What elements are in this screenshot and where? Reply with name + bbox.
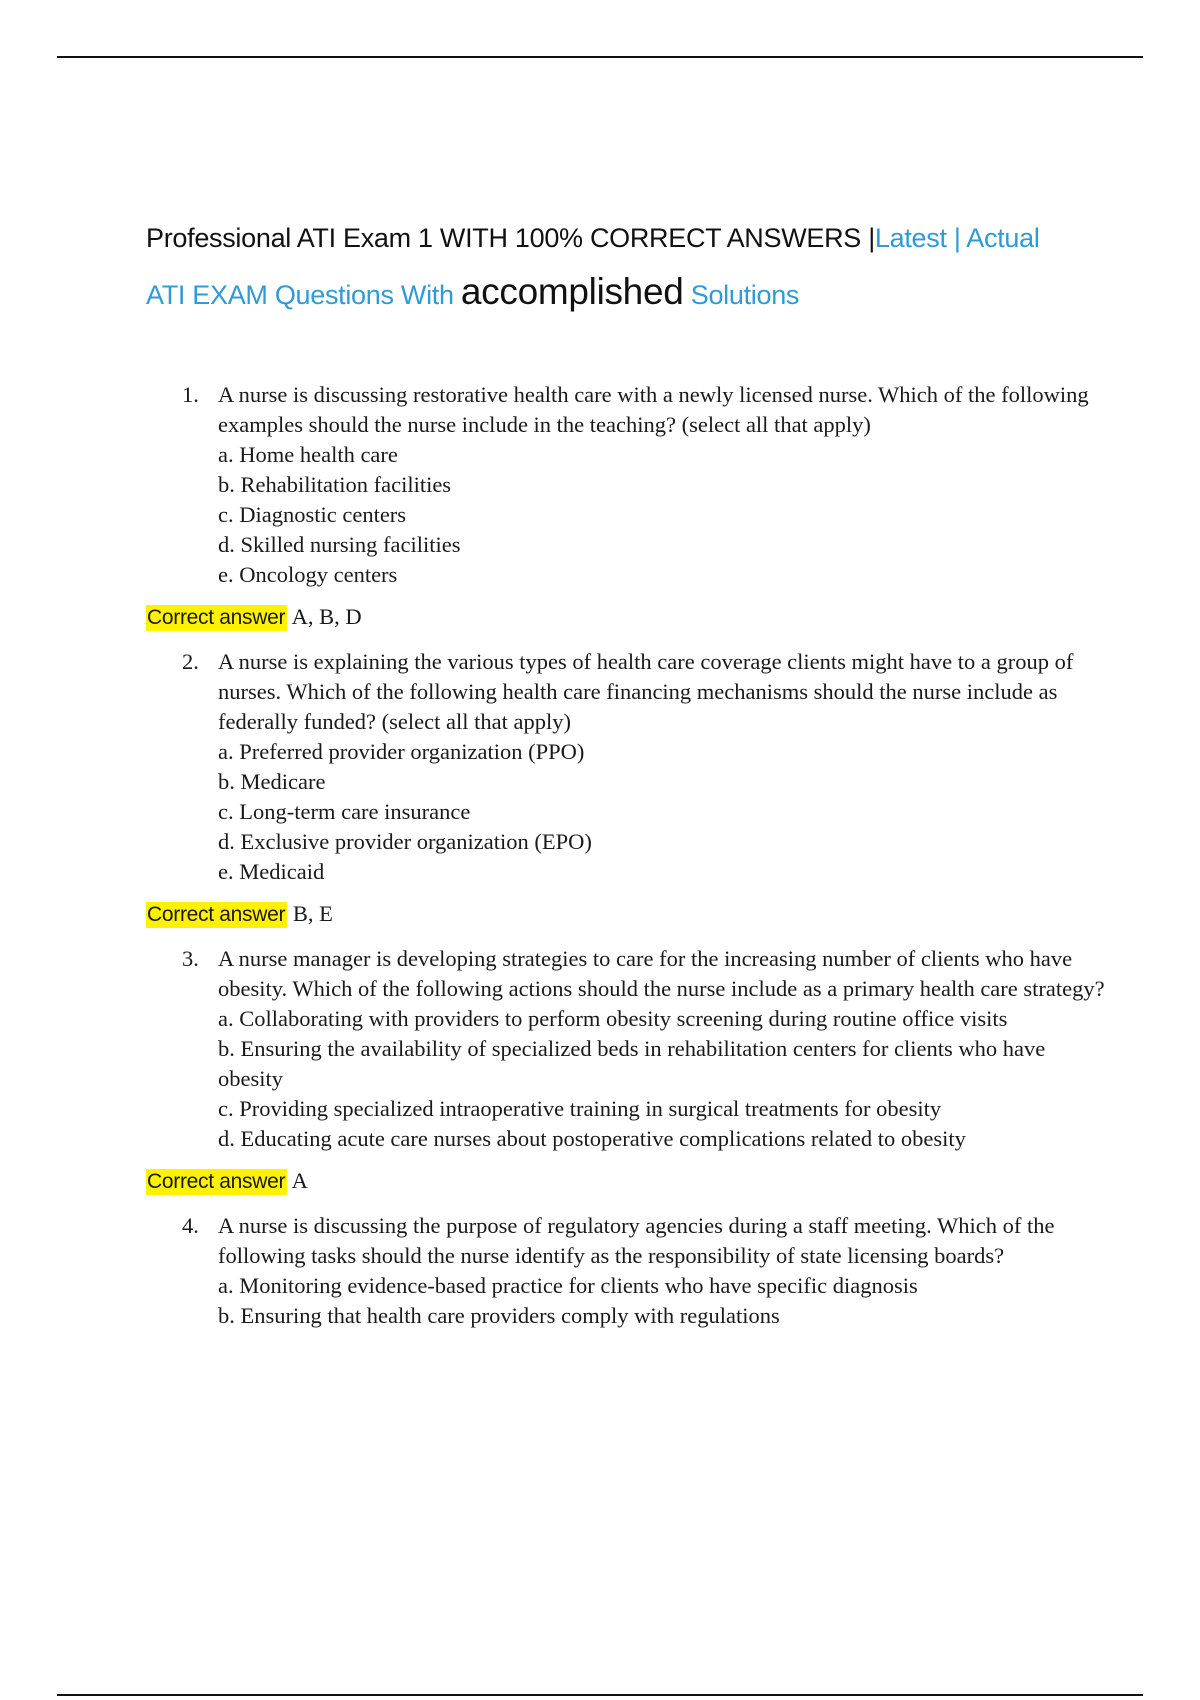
answer-label: Correct answer <box>147 903 286 926</box>
option-a: a. Home health care <box>218 442 398 467</box>
option-e: e. Medicaid <box>218 859 325 884</box>
answer-3 <box>146 1166 1106 1197</box>
top-rule <box>57 56 1143 58</box>
option-c: c. Diagnostic centers <box>218 502 407 527</box>
document-title <box>146 212 1146 322</box>
question-number: 2. <box>182 649 199 674</box>
title-part-main: Professional ATI Exam 1 WITH 100% CORRECT ANSWERS | <box>146 223 875 253</box>
answer-label: Correct answer <box>147 606 286 629</box>
answer-value: B, E <box>292 901 333 926</box>
question-number: 4. <box>182 1213 199 1238</box>
question-text: A nurse manager is developing strategies to care for the increasing number of clients who have obesity. Which of the following actions should the nurse include as a primary health care strategy? <box>218 946 1105 1001</box>
question-text: A nurse is discussing restorative health care with a newly licensed nurse. Which of the following examples should the nurse include in the teaching? (select all that apply) <box>218 382 1089 437</box>
title-part-questions: ATI EXAM Questions With <box>146 280 454 310</box>
option-c: c. Long-term care insurance <box>218 799 471 824</box>
answer-label: Correct answer <box>147 1170 286 1193</box>
question-3 <box>146 944 1106 1154</box>
question-text: A nurse is discussing the purpose of regulatory agencies during a staff meeting. Which of the following tasks should the nurse identify as the responsibility of state licensing boards? <box>218 1213 1055 1268</box>
answer-value: A, B, D <box>291 604 362 629</box>
answer-value: A <box>291 1168 308 1193</box>
option-b: b. Medicare <box>218 769 326 794</box>
question-number: 1. <box>182 382 199 407</box>
option-d: d. Exclusive provider organization (EPO) <box>218 829 592 854</box>
option-e: e. Oncology centers <box>218 562 398 587</box>
question-1 <box>146 380 1106 590</box>
option-c: c. Providing specialized intraoperative training in surgical treatments for obesity <box>218 1096 942 1121</box>
question-list <box>146 380 1106 1331</box>
option-list <box>218 1004 1106 1154</box>
answer-1 <box>146 602 1106 633</box>
title-part-latest: Latest | Actual <box>874 223 1040 253</box>
option-list <box>218 737 1106 887</box>
title-part-solutions: Solutions <box>690 280 800 310</box>
option-list <box>218 1271 1106 1331</box>
question-text: A nurse is explaining the various types of health care coverage clients might have to a group of nurses. Which of the following health care financing mechanisms should the nurse include as federally funded? (select all that apply) <box>218 649 1074 734</box>
option-b: b. Ensuring the availability of specialized beds in rehabilitation centers for clients who have obesity <box>218 1036 1046 1091</box>
option-d: d. Skilled nursing facilities <box>218 532 461 557</box>
question-4 <box>146 1211 1106 1331</box>
option-d: d. Educating acute care nurses about postoperative complications related to obesity <box>218 1126 966 1151</box>
answer-2 <box>146 899 1106 930</box>
question-2 <box>146 647 1106 887</box>
option-a: a. Monitoring evidence-based practice for clients who have specific diagnosis <box>218 1273 918 1298</box>
bottom-rule <box>57 1694 1143 1696</box>
option-b: b. Rehabilitation facilities <box>218 472 452 497</box>
option-a: a. Collaborating with providers to perform obesity screening during routine office visits <box>218 1006 1008 1031</box>
question-number: 3. <box>182 946 199 971</box>
title-part-accomplished: accomplished <box>460 271 684 312</box>
option-list <box>218 440 1106 590</box>
option-a: a. Preferred provider organization (PPO) <box>218 739 585 764</box>
option-b: b. Ensuring that health care providers comply with regulations <box>218 1303 780 1328</box>
